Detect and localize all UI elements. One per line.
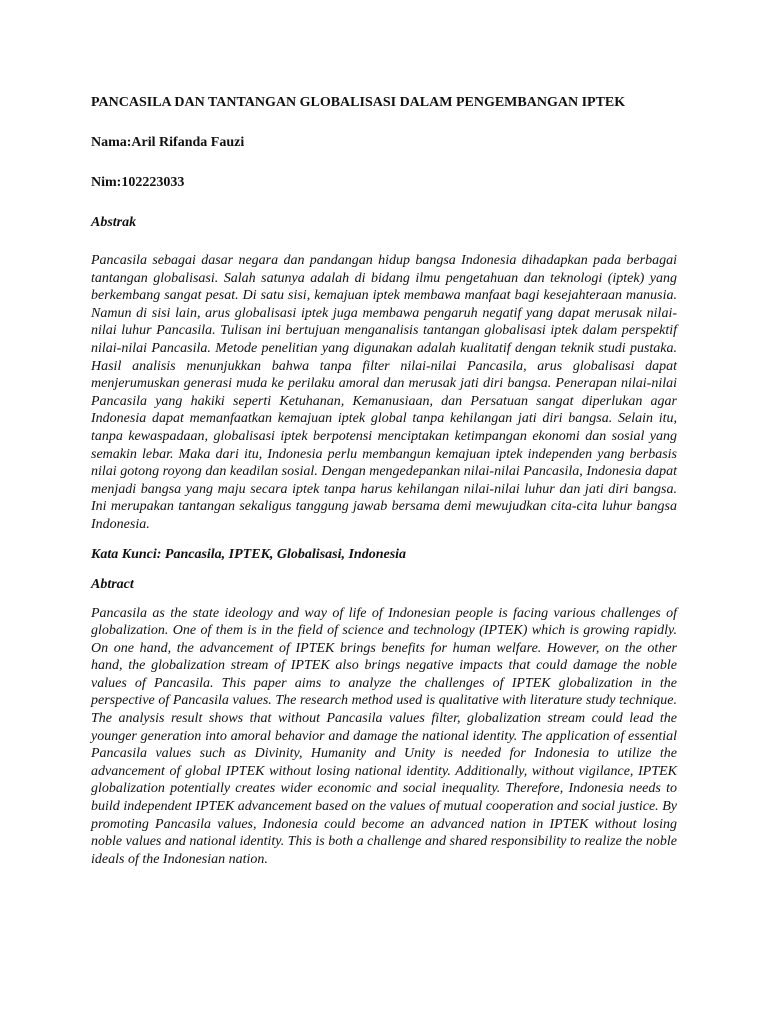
document-title: PANCASILA DAN TANTANGAN GLOBALISASI DALAM PENGEMBANGAN IPTEK [91, 95, 626, 110]
abstrak-paragraph: Pancasila sebagai dasar negara dan pandangan hidup bangsa Indonesia dihadapkan pada berbagai tantangan globalisasi. Salah satunya adalah di bidang ilmu pengetahuan dan teknologi (iptek) yang berkembang sangat pesat. Di satu sisi, kemajuan iptek membawa manfaat bagi kesejahteraan manusia. Namun di sisi lain, arus globalisasi iptek juga membawa pengaruh negatif yang dapat merusak nilai-nilai luhur Pancasila. Tulisan ini bertujuan menganalisis tantangan globalisasi iptek dalam perspektif nilai-nilai Pancasila. Metode penelitian yang digunakan adalah kualitatif dengan teknik studi pustaka. Hasil analisis menunjukkan bahwa tanpa filter nilai-nilai Pancasila, arus globalisasi dapat menjerumuskan generasi muda ke perilaku amoral dan merusak jati diri bangsa. Penerapan nilai-nilai Pancasila yang hakiki seperti Ketuhanan, Kemanusiaan, dan Persatuan sangat diperlukan agar Indonesia dapat memanfaatkan kemajuan iptek global tanpa kehilangan jati diri bangsa. Selain itu, tanpa kewaspadaan, globalisasi iptek berpotensi menciptakan ketimpangan ekonomi dan sosial yang semakin lebar. Maka dari itu, Indonesia perlu membangun kemajuan iptek independen yang berbasis nilai gotong royong dan keadilan sosial. Dengan mengedepankan nilai-nilai Pancasila, Indonesia dapat menjadi bangsa yang maju secara iptek tanpa harus kehilangan nilai-nilai luhur dan jati diri bangsa. Ini merupakan tantangan sekaligus tanggung jawab bersama demi mewujudkan cita-cita luhur bangsa Indonesia. [91, 253, 677, 532]
abtract-heading: Abtract [91, 576, 134, 592]
student-id: Nim:102223033 [91, 175, 185, 190]
author-name: Nama:Aril Rifanda Fauzi [91, 135, 245, 150]
abstrak-heading: Abstrak [91, 215, 137, 230]
document-page [91, 94, 677, 868]
abtract-paragraph: Pancasila as the state ideology and way of life of Indonesian people is facing various challenges of globalization. One of them is in the field of science and technology (IPTEK) which is growing rapidly. On one hand, the advancement of IPTEK brings benefits for human welfare. However, on the other hand, the globalization stream of IPTEK also brings negative impacts that could damage the noble values of Pancasila. This paper aims to analyze the challenges of IPTEK globalization in the perspective of Pancasila values. The research method used is qualitative with literature study technique. The analysis result shows that without Pancasila values filter, globalization stream could lead the younger generation into amoral behavior and damage the national identity. The application of essential Pancasila values such as Divinity, Humanity and Unity is needed for Indonesia to utilize the advancement of global IPTEK without losing national identity. Additionally, without vigilance, IPTEK globalization potentially creates wider economic and social inequality. Therefore, Indonesia needs to build independent IPTEK advancement based on the values of mutual cooperation and social justice. By promoting Pancasila values, Indonesia could become an advanced nation in IPTEK without losing noble values and national identity. This is both a challenge and shared responsibility to realize the noble ideals of the Indonesian nation. [91, 605, 677, 867]
keywords-line: Kata Kunci: Pancasila, IPTEK, Globalisasi, Indonesia [91, 546, 407, 562]
